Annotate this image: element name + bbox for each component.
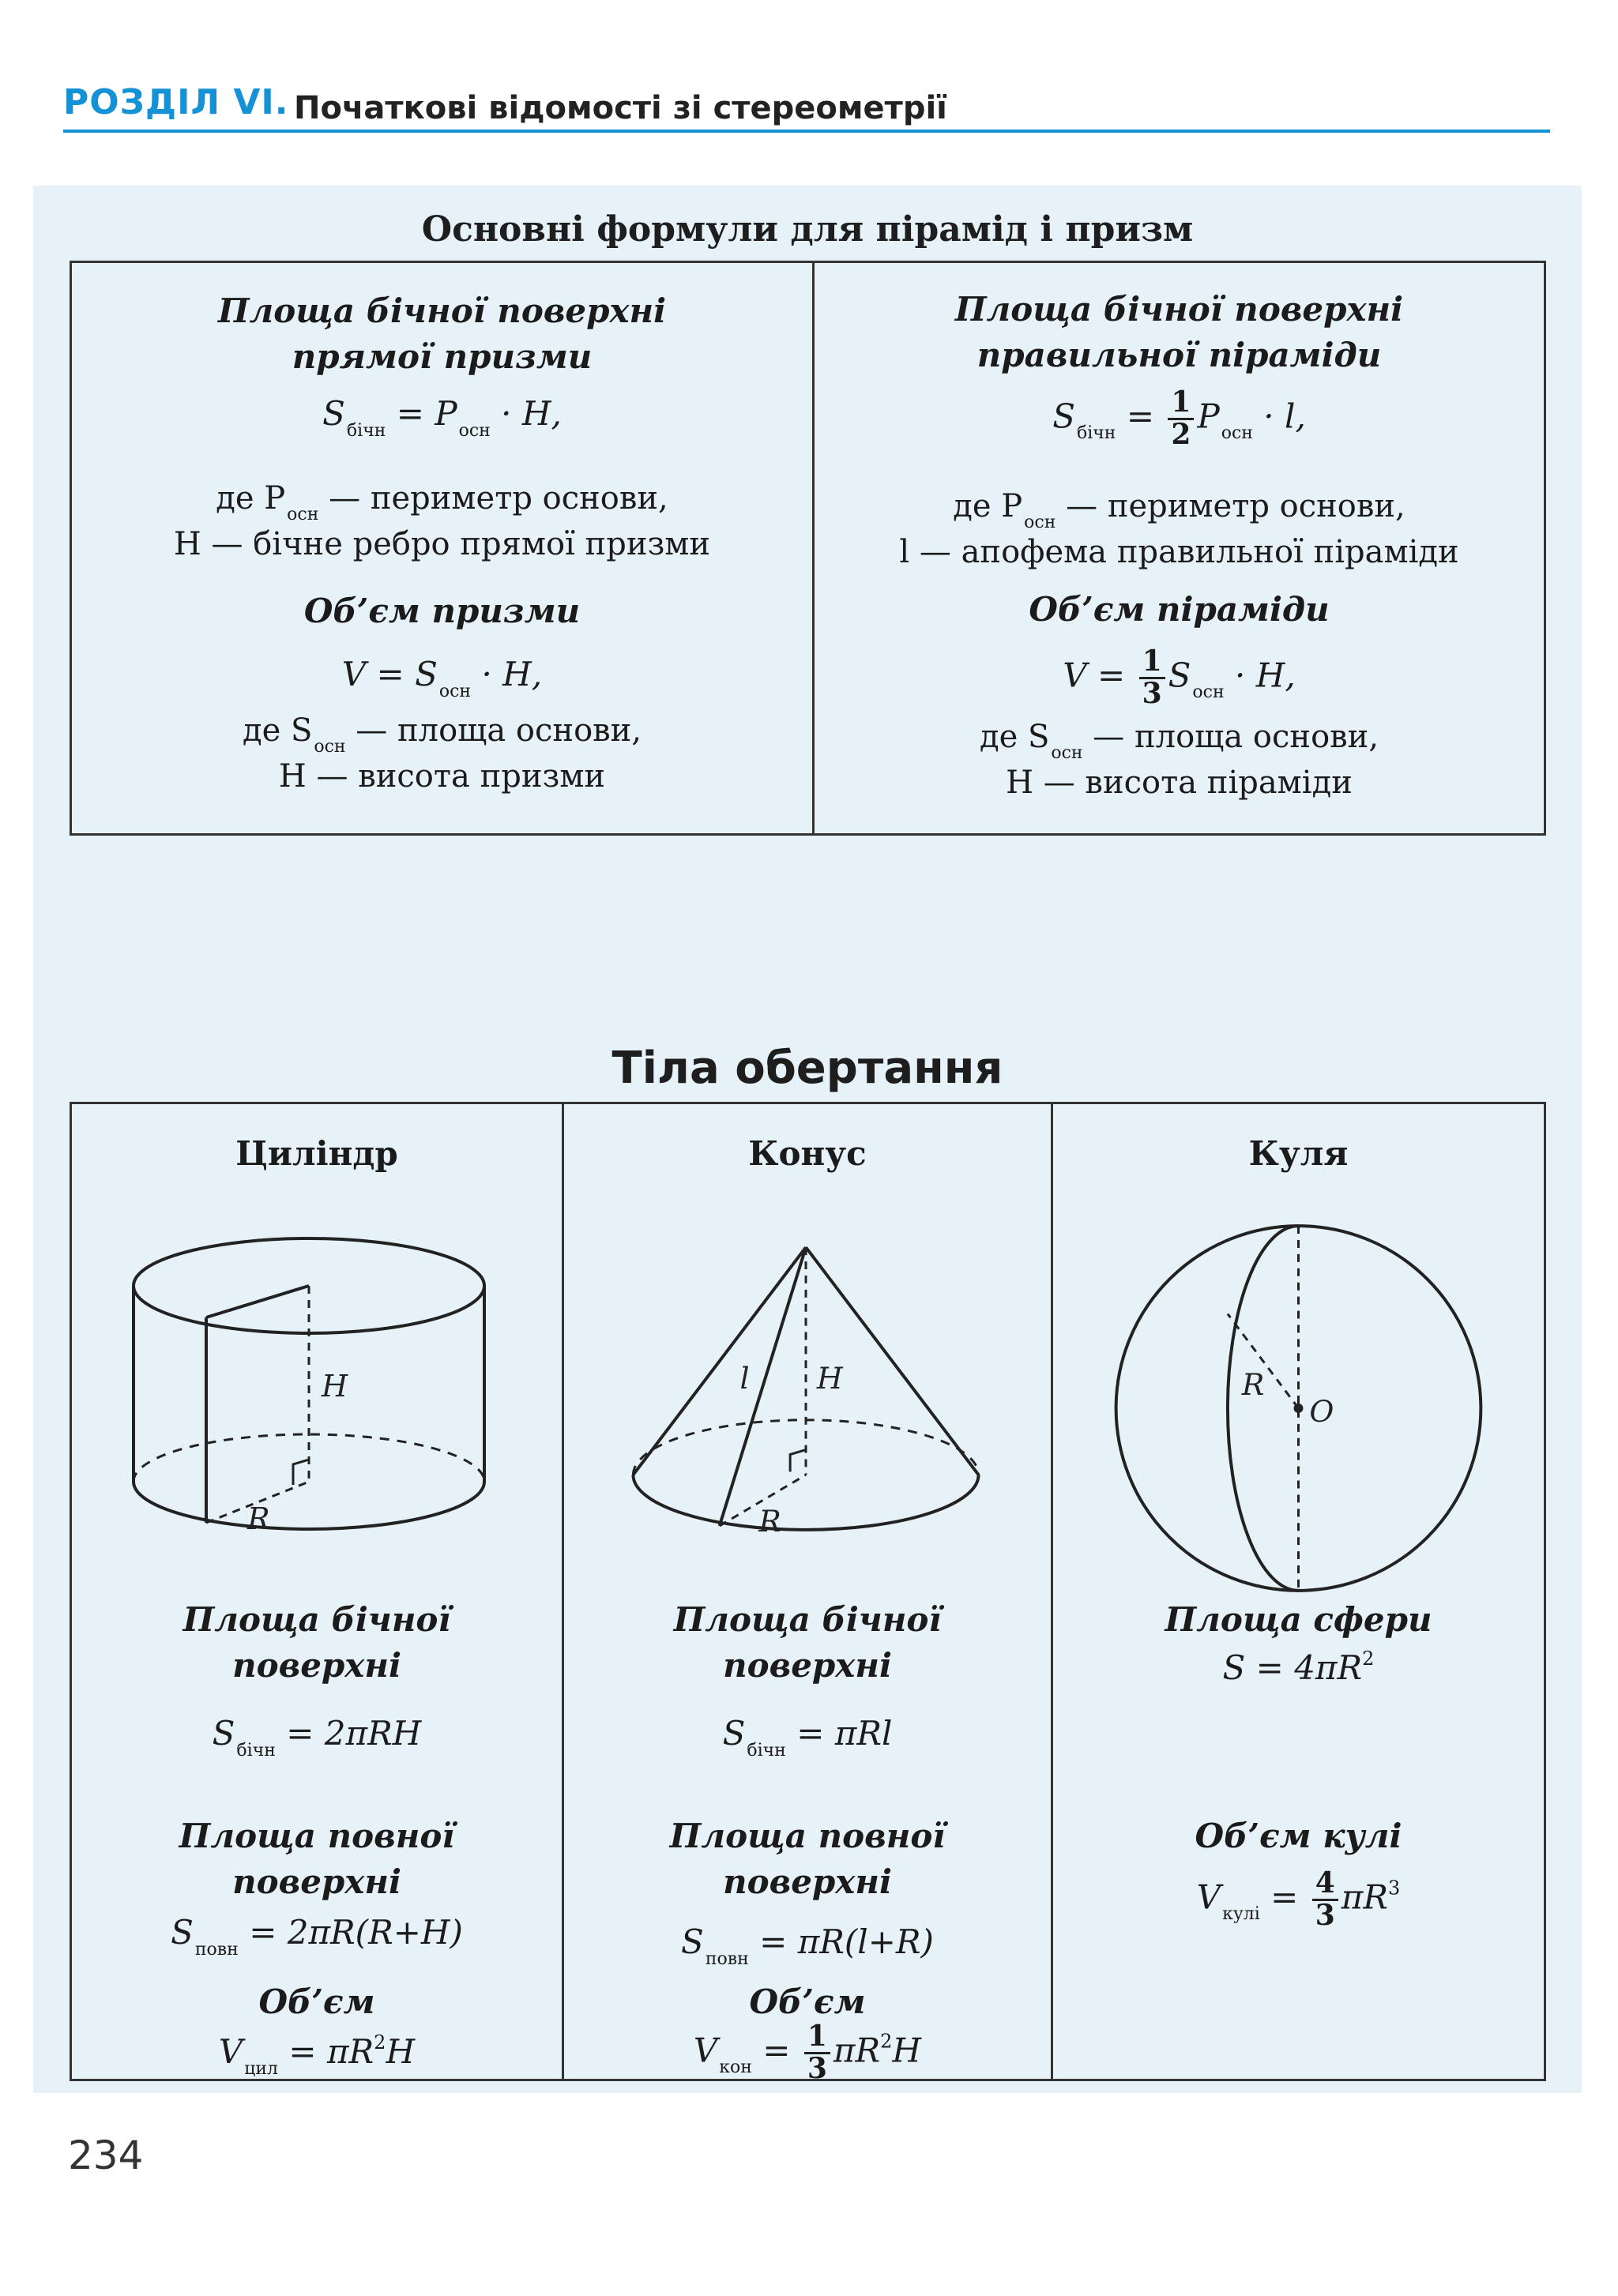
chapter-label: РОЗДІЛ VI.	[63, 82, 289, 122]
cone-lateral-formula: $S_{бічн} = \pi Rl$	[722, 1714, 893, 1761]
cone-l-label: l	[739, 1361, 750, 1396]
prism-desc-height: H — висота призми	[278, 758, 606, 795]
page-number: 234	[68, 2133, 144, 2178]
pyramid-desc-base: де $S_{осн}$ — площа основи,	[979, 719, 1379, 763]
sphere-r-label: R	[1241, 1367, 1265, 1403]
cone-lateral-heading-2: поверхні	[723, 1646, 892, 1685]
pyramid-volume-formula: V = $\frac{1}{3}$ $S_{осн} \cdot H$,	[1063, 644, 1296, 710]
pyramid-volume-heading: Об’єм піраміди	[1029, 590, 1330, 629]
cone-lateral-heading: Площа бічної	[673, 1600, 942, 1639]
fraction-one-third: $\frac{1}{3}$	[1139, 647, 1165, 709]
prism-desc-edge: H — бічне ребро прямої призми	[173, 526, 711, 562]
cone-volume-heading: Об’єм	[749, 1982, 866, 2021]
formulas-title: Основні формули для пірамід і призм	[421, 209, 1194, 250]
pyramid-desc-apothem: l — апофема правильної піраміди	[899, 534, 1459, 570]
prism-lateral-heading-2: прямої призми	[292, 337, 593, 376]
cylinder-lateral-heading-2: поверхні	[232, 1646, 401, 1685]
pyramid-lateral-formula: $S_{бічн}$ = $\frac{1}{2}$ $P_{осн} \cdot l$,	[1052, 385, 1306, 451]
fraction-one-third-cone: $\frac{1}{3}$	[804, 2022, 830, 2084]
sphere-volume-heading: Об’єм кулі	[1195, 1817, 1402, 1855]
prism-lateral-heading: Площа бічної поверхні	[217, 291, 667, 330]
cone-cell	[562, 1104, 1051, 2085]
cone-name: Конус	[748, 1134, 867, 1173]
cylinder-total-heading-2: поверхні	[232, 1862, 401, 1901]
pyramid-desc-height: H — висота піраміди	[1006, 765, 1353, 801]
cone-total-heading-2: поверхні	[723, 1862, 892, 1901]
sphere-cell	[1051, 1104, 1544, 2079]
cone-volume-formula: $V_{кон}$ = $\frac{1}{3}$ $\pi R^2H$	[693, 2020, 922, 2085]
sphere-name: Куля	[1248, 1134, 1349, 1173]
cylinder-h-label: H	[322, 1369, 348, 1404]
cylinder-diagram	[72, 1223, 562, 1539]
cone-total-formula: $S_{повн} = \pi R(l+R)$	[681, 1922, 934, 1969]
formulas-table	[70, 261, 1546, 836]
pyramid-lateral-heading: Площа бічної поверхні	[954, 290, 1404, 329]
cylinder-cell	[72, 1104, 562, 2079]
chapter-subtitle: Початкові відомості зі стереометрії	[294, 90, 947, 126]
bodies-table	[70, 1102, 1546, 2085]
prism-lateral-formula: $S_{бічн} = P_{осн} \cdot H$,	[322, 394, 562, 441]
sphere-area-heading: Площа сфери	[1165, 1600, 1432, 1639]
prism-desc-perimeter: де $P_{осн}$ — периметр основи,	[216, 480, 668, 524]
reference-panel	[33, 186, 1582, 2093]
cylinder-total-heading: Площа повної	[179, 1817, 455, 1855]
bodies-title: Тіла обертання	[611, 1043, 1003, 1094]
prism-cell	[72, 263, 812, 833]
cone-r-label: R	[758, 1503, 781, 1539]
chapter-header	[63, 79, 1550, 134]
cylinder-total-formula: $S_{повн} = 2\pi R(R+H)$	[171, 1913, 463, 1960]
sphere-volume-formula: $V_{кулі}$ = $\frac{4}{3}$ $\pi R^3$	[1196, 1866, 1401, 1932]
cone-total-heading: Площа повної	[669, 1817, 946, 1855]
cone-h-label: H	[816, 1361, 843, 1396]
cylinder-lateral-formula: $S_{бічн} = 2\pi RH$	[212, 1714, 422, 1761]
cylinder-r-label: R	[247, 1501, 270, 1536]
pyramid-desc-perimeter: де $P_{осн}$ — периметр основи,	[953, 488, 1405, 532]
cylinder-name: Циліндр	[235, 1134, 398, 1173]
prism-volume-heading: Об’єм призми	[303, 592, 581, 630]
cylinder-volume-formula: $V_{цил} = \pi R^2H$	[218, 2031, 416, 2079]
cylinder-lateral-heading: Площа бічної	[182, 1600, 451, 1639]
sphere-diagram	[1053, 1215, 1544, 1594]
prism-volume-formula: $V = S_{осн} \cdot H$,	[341, 655, 543, 701]
cone-diagram	[564, 1238, 1051, 1554]
pyramid-lateral-heading-2: правильної піраміди	[976, 336, 1382, 374]
cylinder-volume-heading: Об’єм	[258, 1982, 375, 2021]
fraction-four-thirds: $\frac{4}{3}$	[1312, 1869, 1338, 1931]
fraction-one-half: $\frac{1}{2}$	[1168, 388, 1194, 450]
sphere-o-label: O	[1309, 1393, 1334, 1429]
sphere-area-formula: $S = 4\pi R^2$	[1222, 1648, 1375, 1687]
header-rule	[63, 130, 1550, 133]
prism-desc-base: де $S_{осн}$ — площа основи,	[242, 712, 642, 757]
pyramid-cell	[812, 263, 1544, 833]
